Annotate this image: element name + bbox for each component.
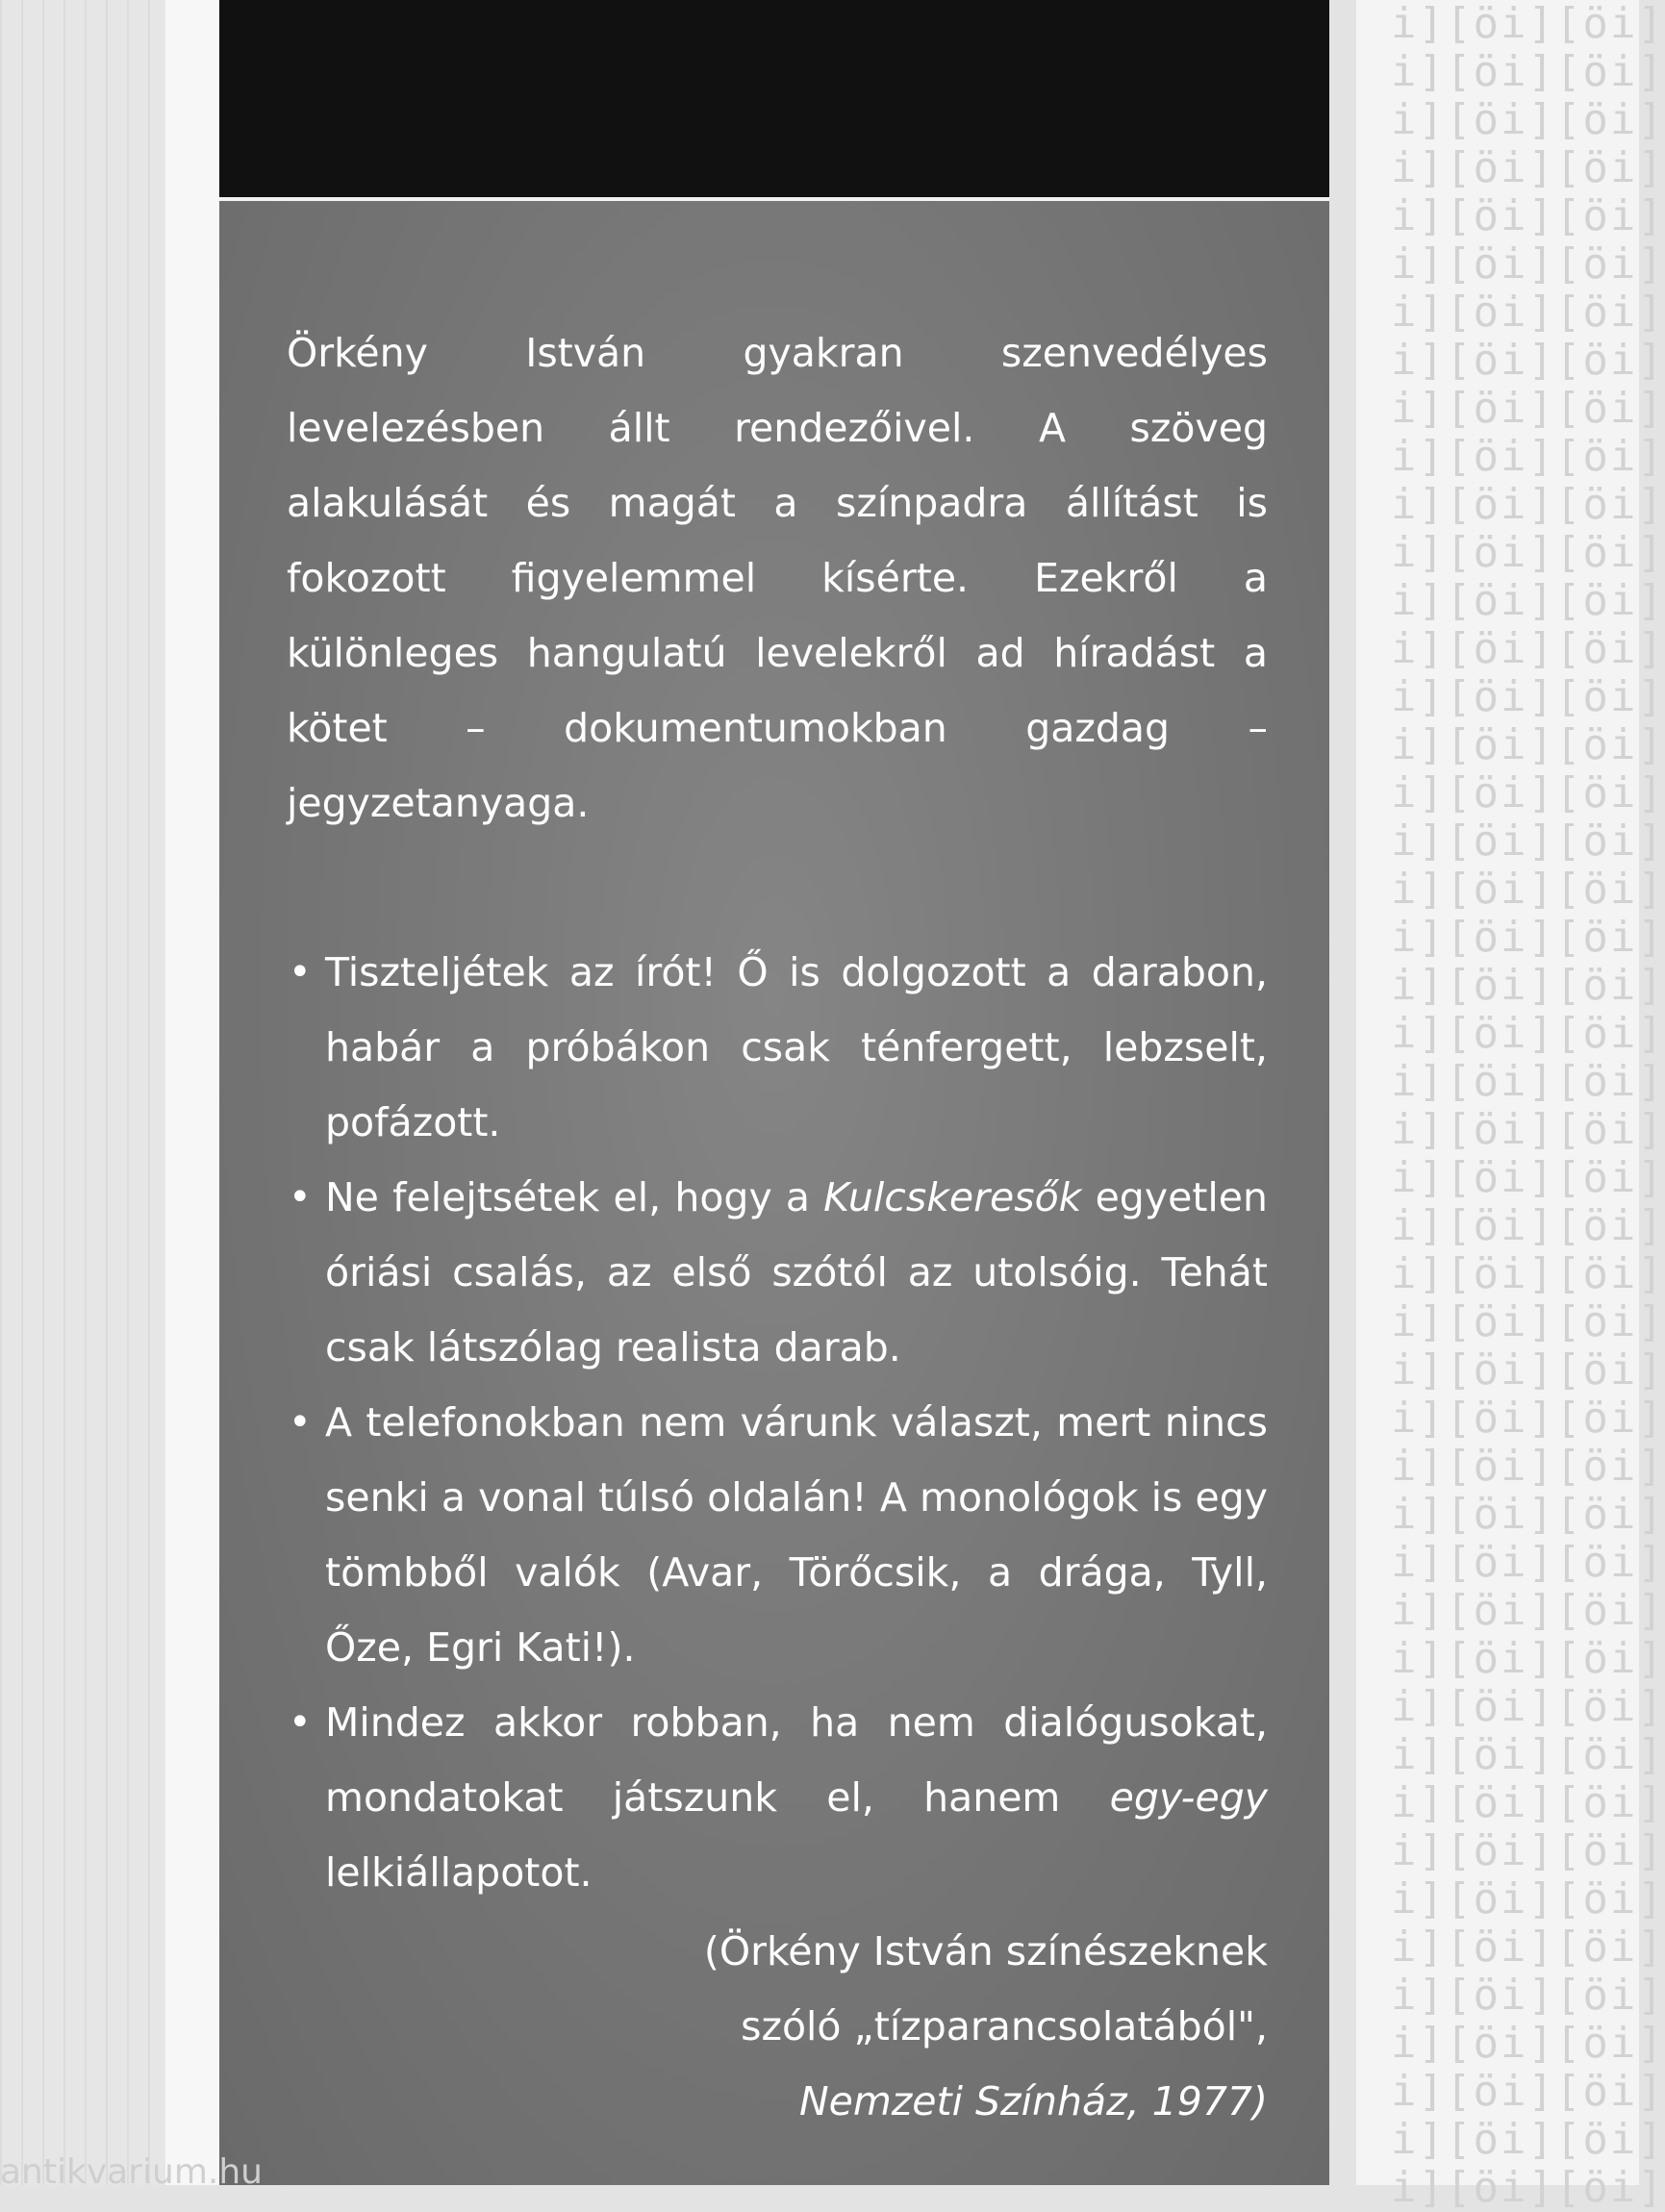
pattern-line: i][öi][öi] bbox=[1391, 672, 1665, 721]
bullet-2-title: Kulcskeresők bbox=[823, 1174, 1082, 1220]
pattern-line: i][öi][öi] bbox=[1391, 1442, 1665, 1491]
intro-paragraph: Örkény István gyakran szenvedélyes levelezésben állt rendezőivel. A szöveg alakulását és magát a színpadra állítást is fokozott figyelemmel kísérte. Ezekről a különleges hangulatú levelekről ad híradást a kötet – dokumentumokban gazdag – jegyzetanyaga. bbox=[287, 330, 1268, 826]
pattern-line: i][öi][öi] bbox=[1391, 191, 1665, 240]
pattern-line: i][öi][öi] bbox=[1391, 2115, 1665, 2164]
pattern-line: i][öi][öi] bbox=[1391, 2019, 1665, 2068]
back-cover-text bbox=[287, 315, 1268, 2139]
pattern-line: i][öi][öi] bbox=[1391, 47, 1665, 96]
pattern-line: i][öi][öi] bbox=[1391, 961, 1665, 1010]
bullet-4-emphasis: egy-egy bbox=[1109, 1774, 1268, 1821]
pattern-line: i][öi][öi] bbox=[1391, 1682, 1665, 1731]
pattern-line: i][öi][öi] bbox=[1391, 720, 1665, 769]
pattern-line: i][öi][öi] bbox=[1391, 2163, 1665, 2212]
pattern-line: i][öi][öi] bbox=[1391, 432, 1665, 481]
pattern-line: i][öi][öi] bbox=[1391, 1057, 1665, 1106]
list-item bbox=[287, 1160, 1268, 1385]
pattern-line: i][öi][öi] bbox=[1391, 1297, 1665, 1346]
bullet-2-post: egyetlen óriási csalás, az első szótól az utolsóig. Tehát csak látszólag realista darab. bbox=[325, 1174, 1268, 1370]
attribution-line-1: (Örkény István színészeknek bbox=[703, 1928, 1268, 1974]
cover-spine bbox=[165, 0, 219, 2185]
pattern-line: i][öi][öi] bbox=[1391, 1778, 1665, 1827]
pattern-line: i][öi][öi] bbox=[1391, 576, 1665, 625]
pattern-line: i][öi][öi] bbox=[1391, 143, 1665, 192]
pattern-line: i][öi][öi] bbox=[1391, 1249, 1665, 1298]
bullet-3-text: A telefonokban nem várunk választ, mert nincs senki a vonal túlsó oldalán! A monológok is egy tömbből valók (Avar, Törőcsik, a drága, Tyll, Őze, Egri Kati!). bbox=[325, 1399, 1268, 1671]
pattern-line: i][öi][öi] bbox=[1391, 1826, 1665, 1875]
attribution-line-2: szóló „tízparancsolatából", bbox=[741, 2003, 1268, 2049]
right-decorative-pattern bbox=[1356, 0, 1665, 2212]
bullet-1-text: Tiszteljétek az írót! Ő is dolgozott a darabon, habár a próbákon csak ténfergett, lebzselt, pofázott. bbox=[325, 949, 1268, 1145]
list-item bbox=[287, 935, 1268, 1160]
pattern-line: i][öi][öi] bbox=[1391, 1923, 1665, 1972]
pattern-line: i][öi][öi] bbox=[1391, 1538, 1665, 1587]
pattern-line: i][öi][öi] bbox=[1391, 0, 1665, 48]
pattern-line: i][öi][öi] bbox=[1391, 768, 1665, 817]
pattern-line: i][öi][öi] bbox=[1391, 1153, 1665, 1202]
pattern-line: i][öi][öi] bbox=[1391, 95, 1665, 144]
pattern-line: i][öi][öi] bbox=[1391, 1394, 1665, 1443]
pattern-line: i][öi][öi] bbox=[1391, 288, 1665, 337]
pattern-line: i][öi][öi] bbox=[1391, 817, 1665, 866]
pattern-line: i][öi][öi] bbox=[1391, 1634, 1665, 1683]
pattern-line: i][öi][öi] bbox=[1391, 913, 1665, 962]
pattern-line: i][öi][öi] bbox=[1391, 1009, 1665, 1058]
pattern-line: i][öi][öi] bbox=[1391, 336, 1665, 385]
attribution bbox=[287, 1914, 1268, 2139]
pattern-line: i][öi][öi] bbox=[1391, 239, 1665, 289]
pattern-line: i][öi][öi] bbox=[1391, 1730, 1665, 1779]
pattern-line: i][öi][öi] bbox=[1391, 1345, 1665, 1395]
pattern-line: i][öi][öi] bbox=[1391, 865, 1665, 914]
pattern-line: i][öi][öi] bbox=[1391, 2067, 1665, 2116]
pattern-line: i][öi][öi] bbox=[1391, 624, 1665, 673]
bullet-4-post: lelkiállapotot. bbox=[325, 1849, 593, 1896]
watermark: antikvarium.hu bbox=[0, 2152, 263, 2192]
bullet-2-pre: Ne felejtsétek el, hogy a bbox=[325, 1174, 824, 1220]
quote-list bbox=[287, 935, 1268, 1910]
attribution-line-3: Nemzeti Színház, 1977) bbox=[798, 2078, 1268, 2124]
list-item bbox=[287, 1685, 1268, 1910]
pattern-line: i][öi][öi] bbox=[1391, 528, 1665, 577]
bullet-4-pre: Mindez akkor robban, ha nem dialógusokat, mondatokat játszunk el, hanem bbox=[325, 1699, 1268, 1821]
pattern-line: i][öi][öi] bbox=[1391, 1971, 1665, 2020]
pattern-line: i][öi][öi] bbox=[1391, 1586, 1665, 1635]
pattern-line: i][öi][öi] bbox=[1391, 1201, 1665, 1250]
pattern-line: i][öi][öi] bbox=[1391, 1874, 1665, 1923]
pattern-line: i][öi][öi] bbox=[1391, 480, 1665, 529]
list-item bbox=[287, 1385, 1268, 1685]
pattern-line: i][öi][öi] bbox=[1391, 1105, 1665, 1154]
left-page-margin bbox=[0, 0, 165, 2185]
top-black-band bbox=[219, 0, 1329, 197]
pattern-line: i][öi][öi] bbox=[1391, 1490, 1665, 1539]
pattern-line: i][öi][öi] bbox=[1391, 384, 1665, 433]
